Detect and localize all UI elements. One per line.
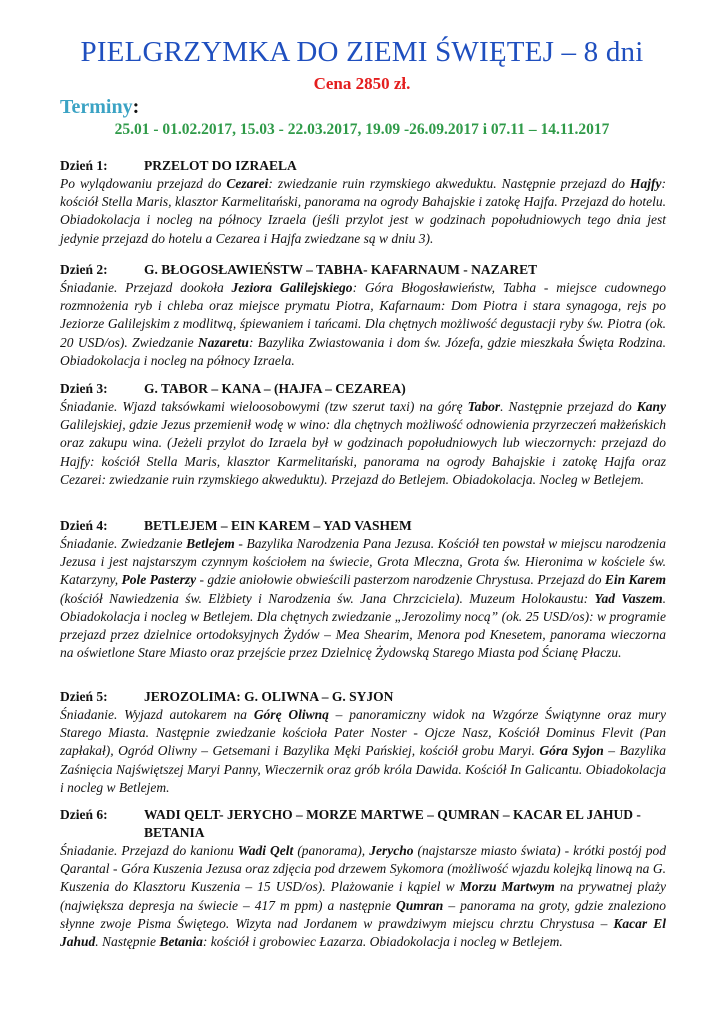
day-section-5 [60,688,666,797]
day-description [60,706,666,797]
day-title: JEROZOLIMA: G. OLIWNA – G. SYJON [144,689,394,704]
day-heading [60,261,666,279]
place-name: Yad Vaszem [594,590,663,606]
text-run: – Bazylika Zaśnięcia Najświętszej Maryi Panny, Wieczernik oraz grób króla Dawida. Kościół In Galicantu. Obiadokolacja i nocleg w Betlejem. [60,743,666,795]
text-run: na prywatnej plaży (największa depresja na świecie – 417 m ppm) a następnie [60,879,667,913]
day-label: Dzień 3: [60,381,108,396]
place-name: Jerycho [369,843,414,858]
text-run: . Następnie przejazd do [500,399,637,414]
text-run: . Obiadokolacja i nocleg w Betlejem. Dla chętnych zwiedzanie „Jerozolimy nocą” (ok. 25 USD/os): w programie przejazd przez dzielnice ortodoksyjnych Żydów – Mea Shearim, Menora pod Knesetem, panorama wieczorna na oświetlone Stare Miasto oraz przejście przez Dzielnicę Żydowską Starego Miasta pod Ścianę Płaczu. [60,590,667,661]
text-run: – panoramiczny widok na Wzgórze Świątynne oraz mury Starego Miasta. Następnie zwiedzanie kościoła Pater Noster - Ojcze Nasz, Kościół Dominus Flevit (Pan zapłakał), Ogród Oliwny – Getsemani i Bazylika Męki Pańskiej, kościół grobu Maryi. [60,707,666,759]
text-run: : kościół i grobowiec Łazarza. Obiadokolacja i nocleg w Betlejem. [202,934,563,950]
text-run: Śniadanie. Wyjazd autokarem na [60,707,254,722]
terms-label: Terminy [60,96,133,118]
day-section-6 [60,806,666,951]
day-description [60,279,666,370]
place-name: Jeziora Galilejskiego [231,280,353,295]
day-title: PRZELOT DO IZRAELA [144,158,297,173]
page-title: PIELGRZYMKA DO ZIEMI ŚWIĘTEJ – 8 dni [80,36,644,68]
text-run: : zwiedzanie ruin rzymskiego akweduktu. Następnie przejazd do [268,176,630,191]
text-run: : kościół Stella Maris, klasztor Karmelitański, panorama na ogrody Bahajskie i zatokę Hajfa. Przejazd do hotelu. Obiadokolacja i nocleg na północy Izraela (jeśli przylot jest w godzinach popołudniowych tego dnia jest jedynie przejazd do hotelu a Cezarea i Hajfa zwiedzane są w dniu 3). [60,176,666,246]
day-description [60,398,666,489]
day-title: BETLEJEM – EIN KAREM – YAD VASHEM [144,518,412,533]
day-title: G. BŁOGOSŁAWIEŃSTW – TABHA- KAFARNAUM - NAZARET [144,262,538,277]
text-run: - gdzie aniołowie obwieścili pasterzom narodzenie Chrystusa. Przejazd do [196,572,605,588]
day-label: Dzień 6: [60,807,108,822]
day-title: G. TABOR – KANA – (HAJFA – CEZAREA) [144,381,406,396]
place-name: Nazaretu [197,334,249,350]
text-run: Śniadanie. Przejazd do kanionu [60,843,238,858]
place-name: Tabor [467,399,501,414]
day-description [60,535,666,662]
place-name: Górę Oliwną [253,707,329,722]
day-heading [60,806,666,842]
day-label: Dzień 5: [60,689,108,704]
day-label: Dzień 2: [60,262,108,277]
text-run: (panorama), [293,843,370,858]
day-heading [60,380,666,398]
day-section-3 [60,380,666,489]
text-run: - Bazylika Narodzenia Pana Jezusa. Kościół ten powstał w miejscu narodzenia Jezusa i jest najstarszym czynnym kościołem na świecie, Grota Mleczna, Grota św. Hieronima w kościele św. Katarzyny, [60,536,667,588]
text-run: (najstarsze miasto świata) - krótki postój pod Qarantal - Góra Kuszenia Jezusa oraz zdjęcia pod drzewem Sykomora (możliwość wjazdu kolejką linową na G. Kuszenia do Klasztoru Kuszenia – 15 USD/os). Plażowanie i kąpiel w [60,843,666,895]
text-run: Śniadanie. Zwiedzanie [60,536,187,551]
day-label: Dzień 1: [60,158,108,173]
place-name: Ein Karem [604,572,666,588]
terms-heading [60,96,139,119]
terms-colon: : [132,96,140,118]
place-name: Betania [159,934,203,950]
text-run: : Bazylika Zwiastowania i dom św. Józefa, gdzie mieszkała Święta Rodzina. Obiadokolacja i nocleg na północy Izraela. [60,334,666,368]
place-name: Kacar El Jahud [60,915,666,950]
place-name: Wadi Qelt [237,843,294,858]
place-name: Pole Pasterzy [121,572,197,588]
text-run: Galilejskiej, gdzie Jezus przemienił wodę w wino: dla chętnych możliwość odnowienia przyrzeczeń małżeńskich oraz zakupu wina. (Jeżeli przylot do Izraela był w godzinach popołudniowych lub wieczornych: przejazd do Hajfy: kościół Stella Maris, klasztor Karmelitański, panorama na ogrody Bahajskie i zatokę Hajfa oraz Cezarei: zwiedzanie ruin rzymskiego akweduktu). Przejazd do Betlejem. Obiadokolacja. Nocleg w Betlejem. [60,417,666,487]
text-run: : Góra Błogosławieństw, Tabha - miejsce cudownego rozmnożenia ryb i chleba oraz miejsce prymatu Piotra, Kafarnaum: Dom Piotra i stara synagoga, rejs po Jeziorze Galilejskim z modlitwą, śpiewaniem i tańcami. Dla chętnych możliwość degustacji ryby św. Piotra (ok. 20 USD/os). Zwiedzanie [60,280,666,350]
place-name: Kany [636,399,666,414]
place-name: Morzu Martwym [459,879,555,895]
text-run: (kościół Nawiedzenia św. Elżbiety i Narodzenia św. Jana Chrzciciela). Muzeum Holokaustu: [60,590,595,606]
day-description [60,842,666,951]
place-name: Qumran [396,897,444,913]
place-name: Hajfy [630,176,662,191]
price: Cena 2850 zł. [313,74,411,93]
day-heading [60,517,666,535]
text-run: Śniadanie. Wjazd taksówkami wieloosobowymi (tzw szerut taxi) na górę [60,399,468,414]
text-run: – panorama na groty, gdzie znaleziono słynne zwoje Pisma Świętego. Wizyta nad Jordanem w prawdziwym miejscu chrztu Chrystusa – [60,897,666,931]
text-run: Po wylądowaniu przejazd do [60,176,227,191]
day-label: Dzień 4: [60,518,108,533]
day-title: WADI QELT- JERYCHO – MORZE MARTWE – QUMRAN – KACAR EL JAHUD - BETANIA [144,807,641,840]
place-name: Betlejem [186,536,235,551]
text-run: Śniadanie. Przejazd dookoła [60,280,232,295]
day-description [60,175,666,248]
day-heading [60,157,666,175]
terms-dates: 25.01 - 01.02.2017, 15.03 - 22.03.2017, 19.09 -26.09.2017 i 07.11 – 14.11.2017 [114,121,610,138]
day-section-2 [60,261,666,370]
day-heading [60,688,666,706]
place-name: Cezarei [226,176,269,191]
day-section-1 [60,157,666,248]
day-section-4 [60,517,666,662]
place-name: Góra Syjon [539,743,604,759]
text-run: . Następnie [95,934,160,950]
